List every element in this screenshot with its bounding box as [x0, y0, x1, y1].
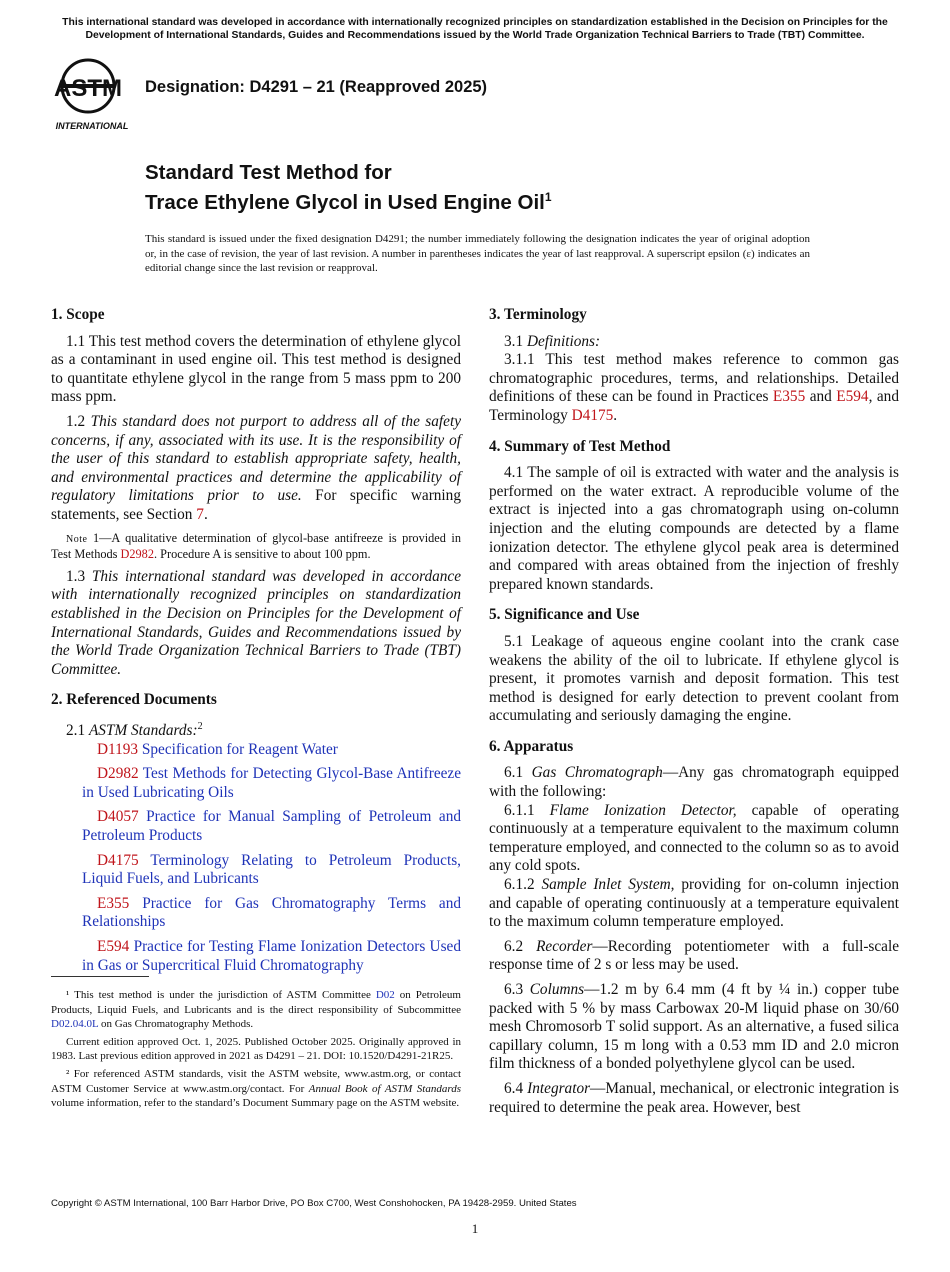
paragraph-5-1: 5.1 Leakage of aqueous engine coolant into the crank case weakens the ability of the oil to lubricate. If ethylene glycol is present, it promotes varnish and deposit formation. This test method is designed for early detection to prevent coolant from accumulating and seriously damaging the engine.: [489, 632, 899, 725]
paragraph-1-2: 1.2 This standard does not purport to address all of the safety concerns, if any, associated with its use. It is the responsibility of the user of this standard to establish appropriate safety, health, and environmental practices and determine the applicability of regulatory limitations prior to use. For specific warning statements, see Section 7.: [51, 412, 461, 523]
section-heading-scope: 1. Scope: [51, 306, 105, 323]
top-notice: This international standard was developed in accordance with internationally recognized principles on standardization established in the Decision on Principles for the Development of International Standards, Guides and Recommendations issued by the World Trade Organization Technical Barriers to Trade (TBT) Committee.: [62, 17, 888, 41]
paragraph-1-1: 1.1 This test method covers the determination of ethylene glycol as a contaminant in used engine oil. This test method is designed to quantitate ethylene glycol in the range from 5 mass ppm to 200 mass ppm.: [51, 332, 461, 406]
reference-list: [51, 741, 461, 976]
section-7-link[interactable]: 7: [196, 505, 204, 523]
note-d2982-link[interactable]: D2982: [120, 547, 154, 562]
footnotes: [51, 988, 461, 1114]
e594-link[interactable]: E594: [836, 388, 869, 406]
paragraph-6-4: 6.4 Integrator—Manual, mechanical, or electronic integration is required to determine the peak area. However, best: [489, 1079, 899, 1116]
footnote-1: ¹ This test method is under the jurisdiction of ASTM Committee D02 on Petroleum Products, Liquid Fuels, and Lubricants and is the direct responsibility of Subcommittee D02.04.0L on Gas Chromatography Methods.: [51, 989, 461, 1031]
paragraph-3-1-1: 3.1.1 This test method makes reference to common gas chromatographic procedures, terms, and relationships. Detailed definitions of these can be found in Practices E355 and E594, and Terminology D4175.: [489, 351, 899, 424]
d4175-link[interactable]: D4175: [571, 406, 614, 424]
reference-item[interactable]: D4057 Practice for Manual Sampling of Petroleum and Petroleum Products: [82, 808, 461, 844]
designation: Designation: D4291 – 21 (Reapproved 2025): [145, 78, 488, 96]
section-heading-apparatus: 6. Apparatus: [489, 737, 574, 755]
section-heading-significance: 5. Significance and Use: [489, 606, 640, 624]
paragraph-6-2: 6.2 Recorder—Recording potentiometer with a full-scale response time of 2 s or less may be used.: [489, 937, 899, 974]
paragraph-1-3: 1.3 This international standard was developed in accordance with internationally recognized principles on standardization established in the Decision on Principles for the Development of International Standards, Guides and Recommendations issued by the World Trade Organization Technical Barriers to Trade (TBT) Committee.: [51, 567, 461, 678]
left-column: [51, 306, 461, 981]
title-footnote-ref[interactable]: 1: [544, 190, 552, 204]
d02-04-0l-link[interactable]: D02.04.0L: [51, 1018, 99, 1031]
logo-subtext: INTERNATIONAL: [55, 121, 129, 131]
paragraph-6-3: 6.3 Columns—1.2 m by 6.4 mm (4 ft by ¼ in.) copper tube packed with 5 % by mass Carbowax 20-M liquid phase on 30/60 mesh Chromosorb T solid support. As an alternative, a fused silica capillary column, 15 m long with a 0.53 mm ID and 2.0 micron film thickness of a bonded polyethylene glycol can be used.: [489, 981, 899, 1073]
paragraph-4-1: 4.1 The sample of oil is extracted with water and the analysis is performed on the water extract. A reproducible volume of the extract is injected into a gas chromatograph using on-column injection and the eluting compounds are detected by a flame ionization detector. The ethylene glycol peak area is determined and compared with areas obtained from the injection of freshly prepared known standards.: [489, 464, 899, 593]
right-column: [489, 306, 899, 1123]
reference-item[interactable]: D4175 Terminology Relating to Petroleum Products, Liquid Fuels, and Lubricants: [82, 851, 461, 888]
d02-link[interactable]: D02: [375, 989, 395, 1001]
paragraph-3-1: 3.1 Definitions:: [504, 332, 601, 350]
logo-text: ASTM: [54, 75, 122, 102]
paragraph-6-1-1: 6.1.1 Flame Ionization Detector, capable of operating continuously at a temperature equivalent to the maximum column temperature employed, and connected to the column so as to avoid any cold spots.: [489, 801, 899, 875]
paragraph-6-1-2: 6.1.2 Sample Inlet System, providing for on-column injection and capable of operating continuously at a temperature equivalent to the maximum column temperature employed.: [489, 876, 900, 931]
paragraph-6-1: 6.1 Gas Chromatograph—Any gas chromatograph equipped with the following:: [489, 764, 900, 801]
footnote-2: ² For referenced ASTM standards, visit the ASTM website, www.astm.org, or contact ASTM Customer Service at www.astm.org/contact. For Annual Book of ASTM Standards volume information, refer to the standard’s Document Summary page on the ASTM website.: [51, 1067, 461, 1110]
reference-item[interactable]: E594 Practice for Testing Flame Ionization Detectors Used in Gas or Supercritical Fluid Chromatography: [82, 937, 461, 974]
preamble: This standard is issued under the fixed designation D4291; the number immediately following the designation indicates the year of original adoption or, in the case of revision, the year of last revision. A number in parentheses indicates the year of last reapproval. A superscript epsilon (ε) indicates an editorial change since the last revision or reapproval.: [145, 233, 810, 275]
section-heading-referenced: 2. Referenced Documents: [51, 691, 217, 709]
reference-item[interactable]: E355 Practice for Gas Chromatography Terms and Relationships: [82, 894, 461, 931]
page-number: 1: [471, 1221, 479, 1236]
title-line-2: Trace Ethylene Glycol in Used Engine Oil: [145, 190, 545, 214]
footnote-divider: [51, 976, 149, 977]
copyright: Copyright © ASTM International, 100 Barr Harbor Drive, PO Box C700, West Conshohocken, PA 19428-2959. United States: [51, 1198, 577, 1209]
reference-item[interactable]: D1193 Specification for Reagent Water: [97, 740, 338, 758]
footnote-edition: Current edition approved Oct. 1, 2025. Published October 2025. Originally approved in 1983. Last previous edition approved in 2021 as D4291 – 21. DOI: 10.1520/D4291-21R25.: [51, 1035, 461, 1063]
e355-link[interactable]: E355: [772, 388, 806, 406]
note-1: Note 1—A qualitative determination of glycol-base antifreeze is provided in Test Methods D2982. Procedure A is sensitive to about 100 ppm.: [51, 530, 461, 562]
reference-item[interactable]: D2982 Test Methods for Detecting Glycol-Base Antifreeze in Used Lubricating Oils: [82, 765, 461, 801]
section-heading-summary: 4. Summary of Test Method: [489, 437, 671, 455]
document-title: [145, 160, 552, 215]
astm-logo: [52, 58, 134, 132]
paragraph-2-1: 2.1 ASTM Standards:$^2$: [66, 720, 203, 739]
section-heading-terminology: 3. Terminology: [489, 306, 587, 323]
title-line-1: Standard Test Method for: [145, 161, 392, 184]
